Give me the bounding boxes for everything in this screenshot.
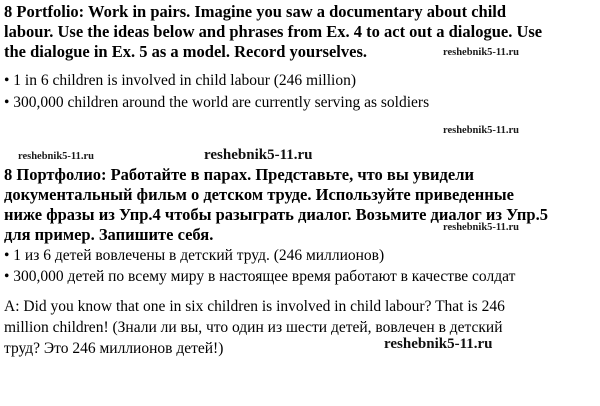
watermark: reshebnik5-11.ru bbox=[18, 151, 94, 162]
watermark: reshebnik5-11.ru bbox=[443, 47, 519, 58]
exercise-title-ru-line-1: 8 Портфолио: Работайте в парах. Представьте, что вы увидели bbox=[4, 165, 474, 184]
watermark: reshebnik5-11.ru bbox=[204, 147, 313, 163]
answer-line-3: труд? Это 246 миллионов детей!) bbox=[4, 340, 224, 357]
exercise-title-ru-line-3: ниже фразы из Упр.4 чтобы разыграть диалог. Возьмите диалог из Упр.5 bbox=[4, 205, 548, 224]
bullet-ru-2: • 300,000 детей по всему миру в настоящее время работают в качестве солдат bbox=[4, 268, 516, 285]
watermark: reshebnik5-11.ru bbox=[384, 336, 493, 352]
answer-line-1: A: Did you know that one in six children is involved in child labour? That is 246 bbox=[4, 298, 505, 315]
bullet-en-2: • 300,000 children around the world are currently serving as soldiers bbox=[4, 94, 430, 111]
bullet-ru-1: • 1 из 6 детей вовлечены в детский труд. (246 миллионов) bbox=[4, 247, 385, 264]
bullet-en-1: • 1 in 6 children is involved in child labour (246 million) bbox=[4, 72, 356, 89]
exercise-title-en-line-1: 8 Portfolio: Work in pairs. Imagine you saw a documentary about child bbox=[4, 2, 507, 21]
exercise-title-ru-line-2: документальный фильм о детском труде. Используйте приведенные bbox=[4, 185, 514, 204]
watermark: reshebnik5-11.ru bbox=[443, 125, 519, 136]
exercise-title-en-line-3: the dialogue in Ex. 5 as a model. Record yourselves. bbox=[4, 42, 367, 61]
answer-line-2: million children! (Знали ли вы, что один из шести детей, вовлечен в детский bbox=[4, 319, 503, 336]
exercise-title-ru-line-4: для пример. Запишите себя. bbox=[4, 225, 214, 244]
exercise-title-en-line-2: labour. Use the ideas below and phrases from Ex. 4 to act out a dialogue. Use bbox=[4, 22, 543, 41]
watermark: reshebnik5-11.ru bbox=[443, 222, 519, 233]
